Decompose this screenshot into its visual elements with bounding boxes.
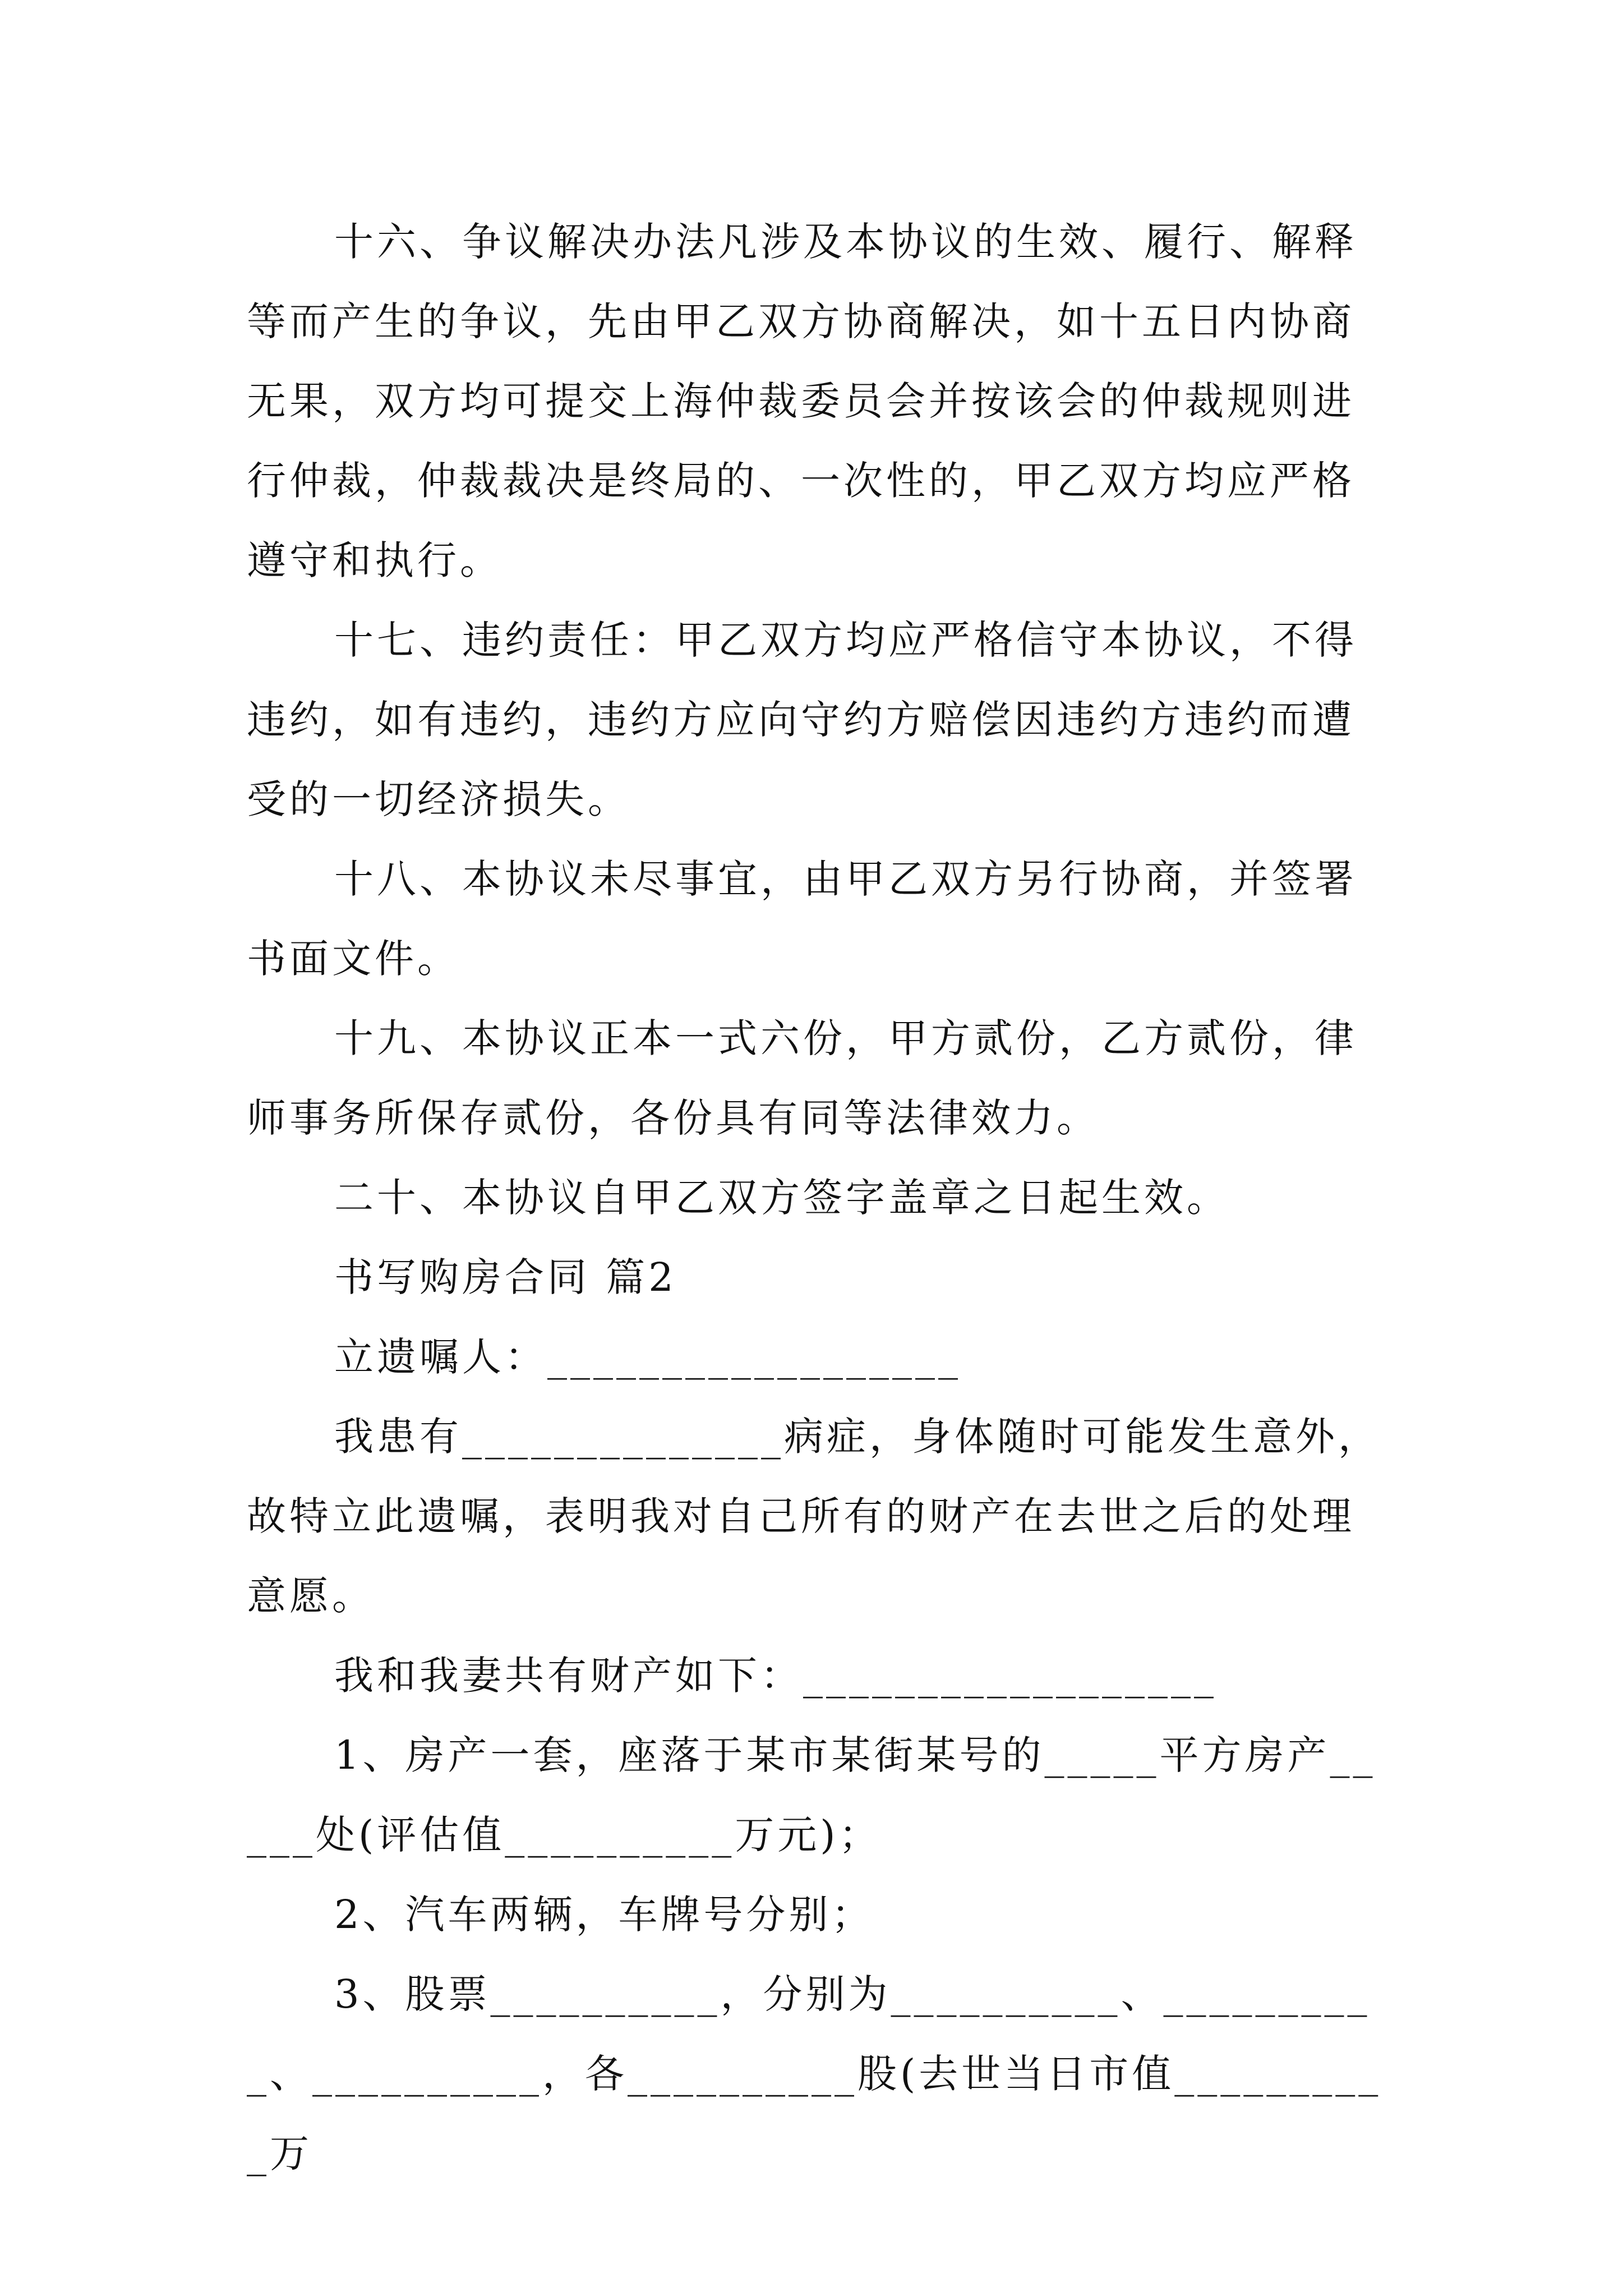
joint-property-line: 我和我妻共有财产如下：__________________ <box>334 1653 1217 1699</box>
section-heading: 书写购房合同 篇2 <box>334 1254 677 1300</box>
property-item-3: 3、股票__________，分别为__________、__________、__________，各__________股(去世当日市值__________万 <box>247 1971 1382 2177</box>
document-page <box>247 202 1391 2193</box>
paragraph-article-20: 二十、本协议自甲乙双方签字盖章之日起生效。 <box>334 1175 1229 1221</box>
paragraph-article-19: 十九、本协议正本一式六份，甲方贰份，乙方贰份，律师事务所保存贰份，各份具有同等法律效力。 <box>247 1015 1357 1141</box>
property-item-1: 1、房产一套，座落于某市某街某号的_____平方房产_____处(评估值__________万元)； <box>247 1732 1376 1858</box>
paragraph-article-18: 十八、本协议未尽事宜，由甲乙双方另行协商，并签署书面文件。 <box>247 856 1357 982</box>
paragraph-article-17: 十七、违约责任：甲乙双方均应严格信守本协议，不得违约，如有违约，违约方应向守约方赔偿因违约方违约而遭受的一切经济损失。 <box>247 617 1357 822</box>
property-item-2: 2、汽车两辆，车牌号分别； <box>334 1892 874 1938</box>
paragraph-article-16: 十六、争议解决办法凡涉及本协议的生效、履行、解释等而产生的争议，先由甲乙双方协商解决，如十五日内协商无果，双方均可提交上海仲裁委员会并按该会的仲裁规则进行仲裁，仲裁裁决是终局的、一次性的，甲乙双方均应严格遵守和执行。 <box>247 219 1357 583</box>
illness-paragraph: 我患有______________病症，身体随时可能发生意外，故特立此遗嘱，表明我对自己所有的财产在去世之后的处理意愿。 <box>247 1414 1381 1619</box>
testator-line: 立遗嘱人：__________________ <box>334 1334 961 1380</box>
